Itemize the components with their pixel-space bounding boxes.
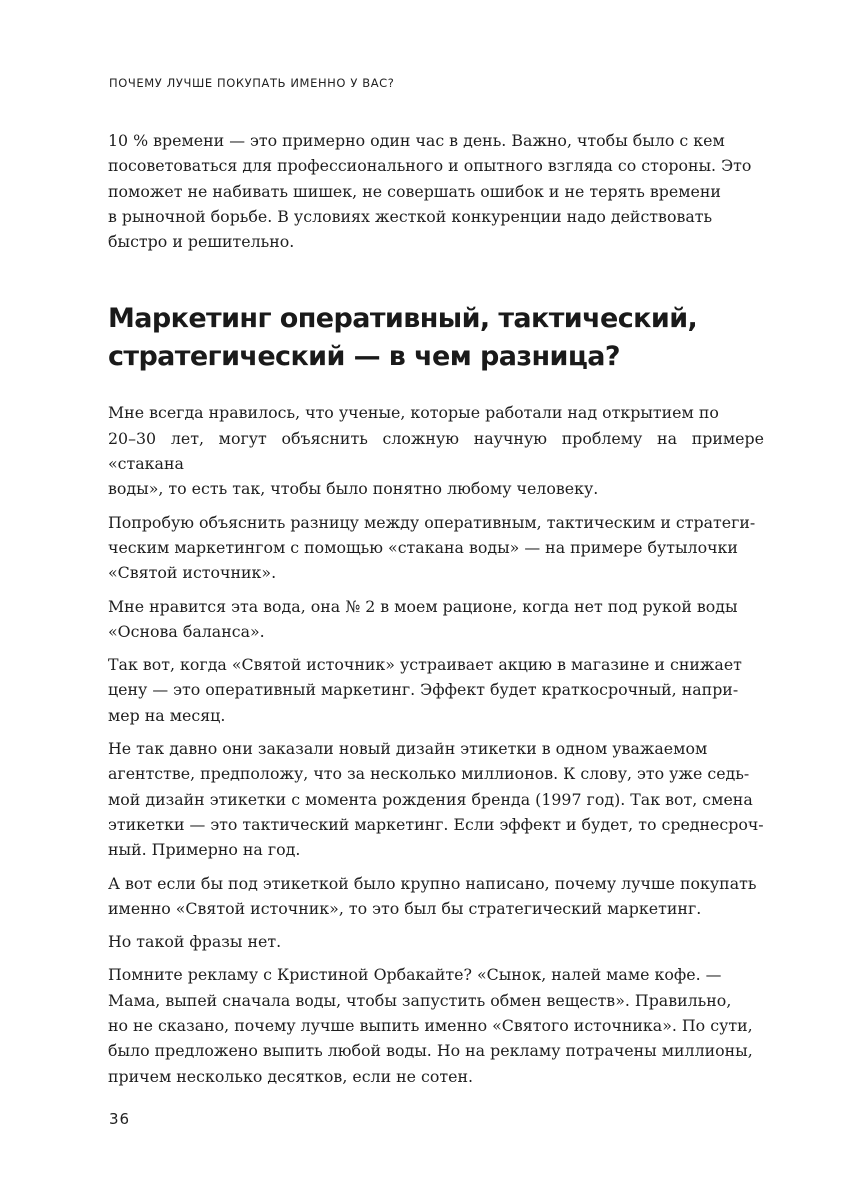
- running-head: ПОЧЕМУ ЛУЧШЕ ПОКУПАТЬ ИМЕННО У ВАС?: [109, 76, 395, 90]
- body-paragraph: А вот если бы под этикеткой было крупно написано, почему лучше покупать именно «Святой источник», то это был бы стратегический маркетинг.: [108, 873, 757, 918]
- section-heading: Маркетинг оперативный, тактический, стратегический — в чем разница?: [108, 303, 698, 373]
- body-paragraph: Помните рекламу с Кристиной Орбакайте? «Сынок, налей маме кофе. — Мама, выпей сначала воды, чтобы запустить обмен веществ». Правильно, но не сказано, почему лучше выпить именно «Святого источника». По сути, было предложено выпить любой воды. Но на рекламу потрачены миллионы, причем несколько десятков, если не сотен.: [108, 965, 753, 1086]
- body-paragraph: Мне всегда нравилось, что ученые, которые работали над открытием по 20–30 лет, могут объяснить сложную научную проблему на примере «стакана воды», то есть так, чтобы было понятно любому человеку.: [108, 403, 764, 499]
- body-paragraph: Так вот, когда «Святой источник» устраивает акцию в магазине и снижает цену — это оперативный маркетинг. Эффект будет краткосрочный, напри- мер на месяц.: [108, 655, 742, 725]
- body-paragraph: Мне нравится эта вода, она № 2 в моем рационе, когда нет под рукой воды «Основа баланса».: [108, 596, 738, 641]
- page-body: [108, 128, 764, 1089]
- page-number: 36: [109, 1110, 131, 1128]
- intro-paragraph: 10 % времени — это примерно один час в день. Важно, чтобы было с кем посоветоваться для профессионального и опытного взгляда со стороны. Это поможет не набивать шишек, не совершать ошибок и не терять времени в рыночной борьбе. В условиях жесткой конкуренции надо действовать быстро и решительно.: [108, 131, 752, 252]
- body-paragraph: Не так давно они заказали новый дизайн этикетки в одном уважаемом агентстве, предположу, что за несколько миллионов. К слову, это уже седь- мой дизайн этикетки с момента рождения бренда (1997 год). Так вот, смена этикетки — это тактический маркетинг. Если эффект и будет, то среднесроч- ный. Примерно на год.: [108, 739, 764, 860]
- body-paragraph: Но такой фразы нет.: [108, 932, 282, 952]
- body-paragraph: Попробую объяснить разницу между оперативным, тактическим и стратеги- ческим маркетингом с помощью «стакана воды» — на примере бутылочки «Святой источник».: [108, 512, 756, 583]
